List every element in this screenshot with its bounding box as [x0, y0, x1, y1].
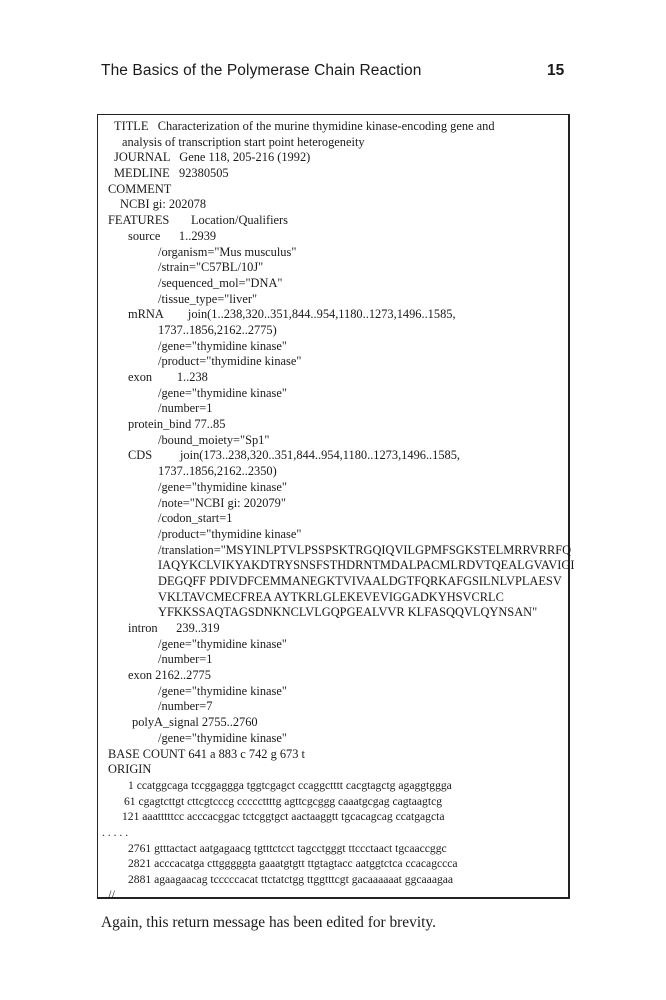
record-line: /gene="thymidine kinase": [158, 338, 287, 353]
record-line: exon 1..238: [128, 370, 208, 384]
record-line: exon 2162..2775: [128, 668, 211, 683]
record-line: COMMENT: [108, 181, 172, 196]
record-line: TITLE Characterization of the murine thymidine kinase-encoding gene and: [114, 119, 495, 133]
record-line: /gene="thymidine kinase": [158, 385, 287, 400]
record-line: /strain="C57BL/10J": [158, 260, 264, 275]
record-line: analysis of transcription start point heterogeneity: [122, 134, 365, 149]
sequence-ellipsis: . . . . .: [102, 825, 129, 839]
record-line: NCBI gi: 202078: [120, 197, 207, 212]
record-line: mRNA join(1..238,320..351,844..954,1180..1273,1496..1585,: [128, 307, 456, 322]
record-line: /gene="thymidine kinase": [158, 683, 287, 698]
record-line: /tissue_type="liver": [158, 291, 258, 306]
record-line: /number=1: [158, 401, 213, 416]
record-line: /gene="thymidine kinase": [158, 479, 287, 494]
caption-text: Again, this return message has been edited for brevity.: [101, 914, 436, 931]
record-line: /bound_moiety="Sp1": [158, 432, 270, 447]
record-line: /gene="thymidine kinase": [158, 730, 287, 745]
genbank-record: [98, 119, 575, 903]
page-number: 15: [547, 62, 565, 79]
record-line: /product="thymidine kinase": [158, 354, 302, 369]
record-line: polyA_signal 2755..2760: [132, 715, 258, 730]
sequence-line: 121 aaatttttcc acccacggac tctcggtgct aactaaggtt tgcacagcag ccatgagcta: [122, 810, 445, 824]
record-terminator: //: [108, 887, 115, 902]
record-line: DEGQFF PDIVDFCEMMANEGKTVIVAALDGTFQRKAFGSILNLVPLAESV: [158, 573, 562, 588]
record-line: /product="thymidine kinase": [158, 526, 302, 541]
record-line: BASE COUNT 641 a 883 c 742 g 673 t: [108, 746, 305, 761]
record-line: YFKKSSAQTAGSDNKNCLVLGQPGEALVVR KLFASQQVLQYNSAN": [158, 605, 538, 620]
sequence-line: 2881 agaagaacag tcccccacat ttctatctgg ttggtttcgt gacaaaaaat ggcaaagaa: [128, 873, 454, 886]
record-line: 1737..1856,2162..2350): [158, 464, 277, 479]
record-line: /number=7: [158, 699, 213, 714]
record-line: FEATURES Location/Qualifiers: [108, 213, 288, 228]
sequence-line: 2761 gtttactact aatgagaacg tgtttctcct tagcctgggt ttccctaact tgcaaccggc: [128, 841, 447, 855]
record-line: JOURNAL Gene 118, 205-216 (1992): [114, 150, 311, 165]
record-line: /number=1: [158, 652, 213, 667]
record-line: IAQYKCLVIKYAKDTRYSNSFSTHDRNTMDALPACMLRDVTQEALGVAVIGI: [158, 558, 575, 573]
record-line: source 1..2939: [128, 228, 217, 243]
record-line: /gene="thymidine kinase": [158, 636, 287, 651]
record-line: CDS join(173..238,320..351,844..954,1180..1273,1496..1585,: [128, 448, 461, 463]
running-header-title: The Basics of the Polymerase Chain Reaction: [101, 62, 422, 79]
record-line: MEDLINE 92380505: [114, 166, 229, 181]
record-line: 1737..1856,2162..2775): [158, 322, 277, 337]
sequence-line: 1 ccatggcaga tccggaggga tggtcgagct ccaggctttt cacgtagctg agaggtggga: [128, 778, 452, 792]
record-line: /sequenced_mol="DNA": [158, 275, 283, 290]
record-line: /organism="Mus musculus": [158, 244, 297, 259]
record-line: protein_bind 77..85: [128, 417, 226, 432]
genbank-record-box: [97, 114, 575, 902]
record-line: ORIGIN: [108, 762, 152, 777]
record-line: /note="NCBI gi: 202079": [158, 495, 286, 510]
record-line: /translation="MSYINLPTVLPSSPSKTRGQIQVILGPMFSGKSTELMRRVRRFQ: [158, 542, 572, 557]
record-line: intron 239..319: [128, 621, 220, 635]
sequence-line: 61 cgagtcttgt cttcgtcccg cccccttttg agttcgcggg caaatgcgag cagtaagtcg: [124, 794, 443, 808]
record-line: VKLTAVCMECFREA AYTKRLGLEKEVEVIGGADKYHSVCRLC: [158, 589, 504, 604]
record-line: /codon_start=1: [158, 511, 233, 526]
sequence-line: 2821 acccacatga cttgggggta gaaatgtgtt ttgtagtacc aatggtctca ccacagccca: [128, 857, 458, 871]
